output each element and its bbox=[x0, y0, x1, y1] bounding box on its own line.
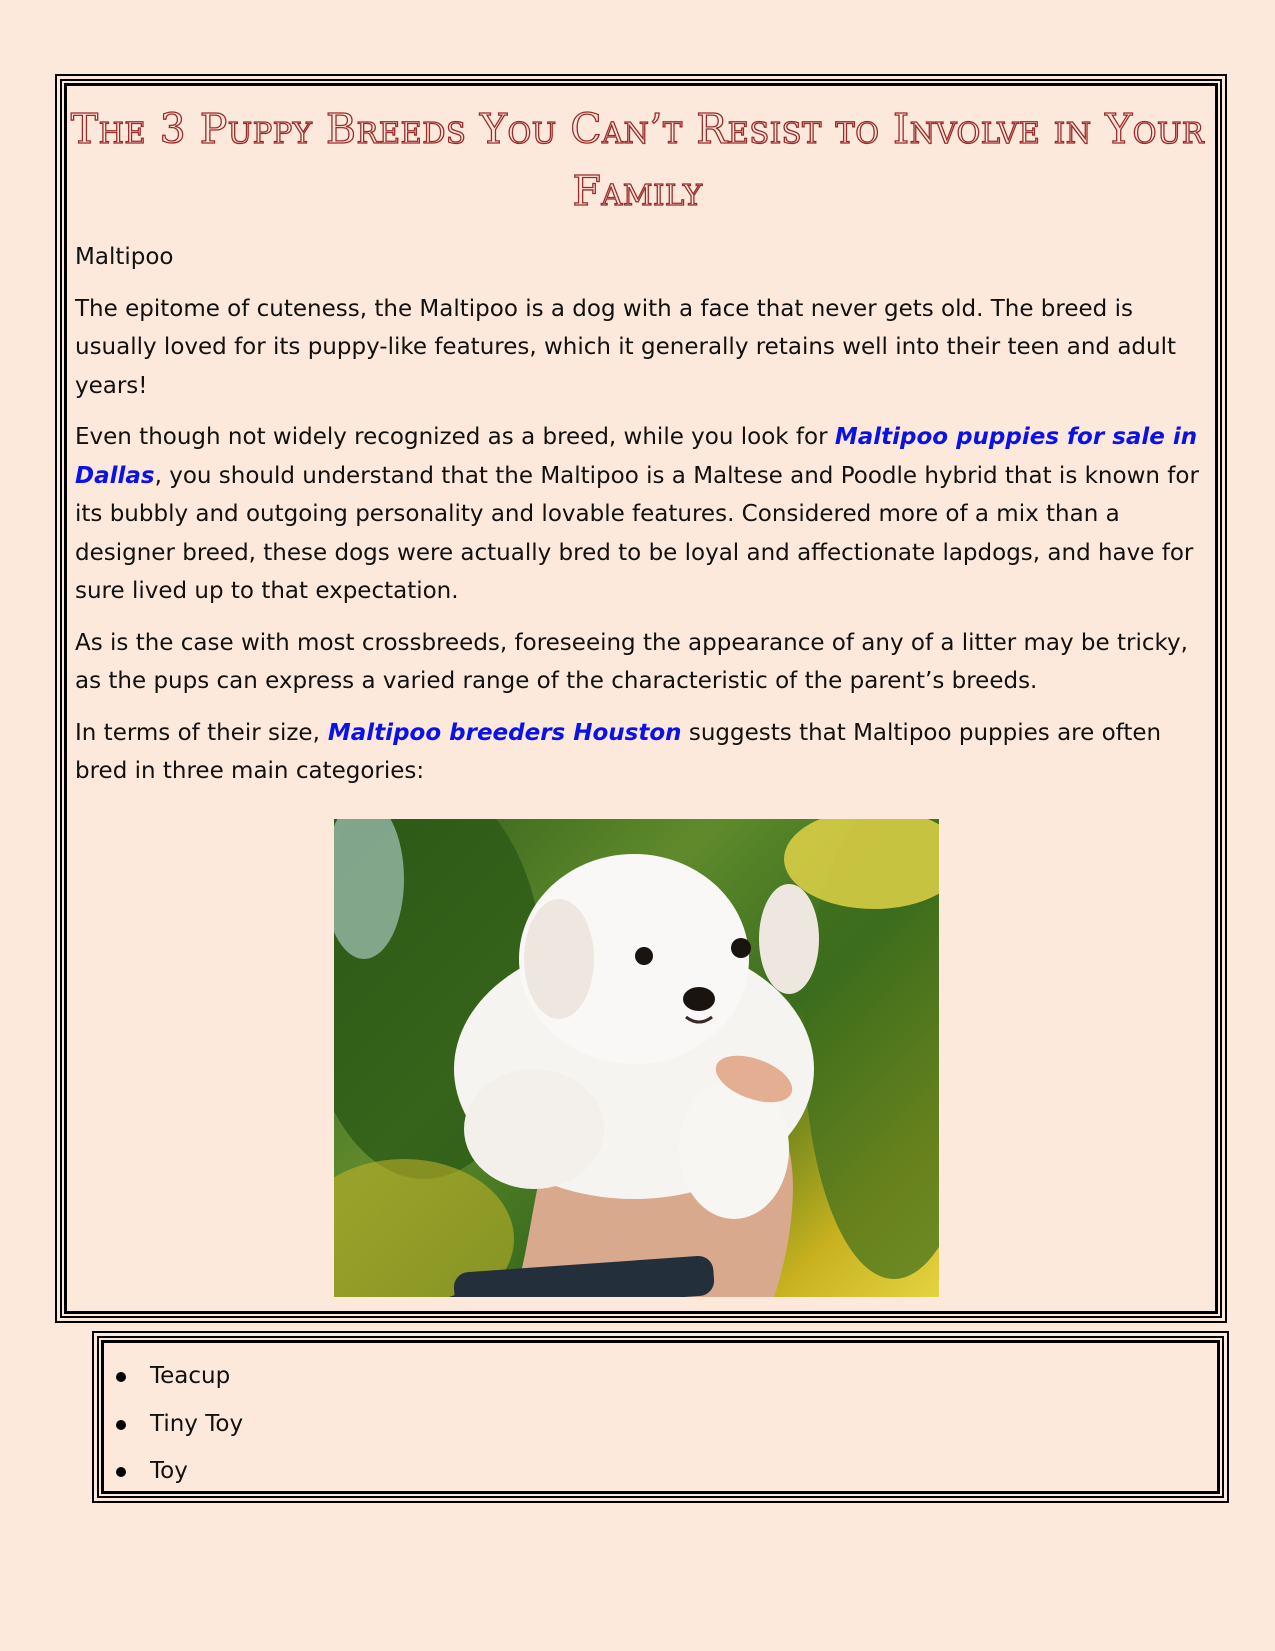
article-body bbox=[75, 238, 1200, 804]
paragraph-intro: The epitome of cuteness, the Maltipoo is a dog with a face that never gets old. The breed is usually loved for its puppy-like features, which it generally retains well into their teen and adult years! bbox=[75, 295, 1177, 399]
section-heading: Maltipoo bbox=[75, 244, 174, 270]
list-item: Teacup bbox=[112, 1353, 243, 1401]
houston-breeders-link[interactable]: Maltipoo breeders Houston bbox=[319, 719, 682, 746]
list-border-frame bbox=[97, 1336, 1224, 1498]
paragraph-dallas: Even though not widely recognized as a breed, while you look for Maltipoo puppies for sale in Dallas, you should understand that the Maltipoo is a Maltese and Poodle hybrid that is known for its bubbly and outgoing personality and lovable features. Considered more of a mix than a designer breed, these dogs were actually bred to be loyal and affectionate lapdogs, and have for sure lived up to that expectation. bbox=[75, 424, 1199, 604]
maltipoo-puppy-photo bbox=[334, 819, 939, 1297]
size-categories-list bbox=[112, 1353, 243, 1496]
puppy-illustration bbox=[334, 819, 939, 1297]
paragraph-houston: In terms of their size, Maltipoo breeders Houston suggests that Maltipoo puppies are often bred in three main categories: bbox=[75, 719, 1162, 784]
dallas-puppies-link[interactable]: Maltipoo puppies for sale in Dallas bbox=[75, 424, 1198, 489]
paragraph-crossbreeds: As is the case with most crossbreeds, foreseeing the appearance of any of a litter may be tricky, as the pups can express a varied range of the characteristic of the parent’s breeds. bbox=[75, 629, 1188, 694]
list-item: Tiny Toy bbox=[112, 1401, 243, 1449]
list-item: Toy bbox=[112, 1448, 243, 1496]
page-title: The 3 Puppy Breeds You Can’t Resist to Involve in Your Family bbox=[70, 105, 1205, 215]
